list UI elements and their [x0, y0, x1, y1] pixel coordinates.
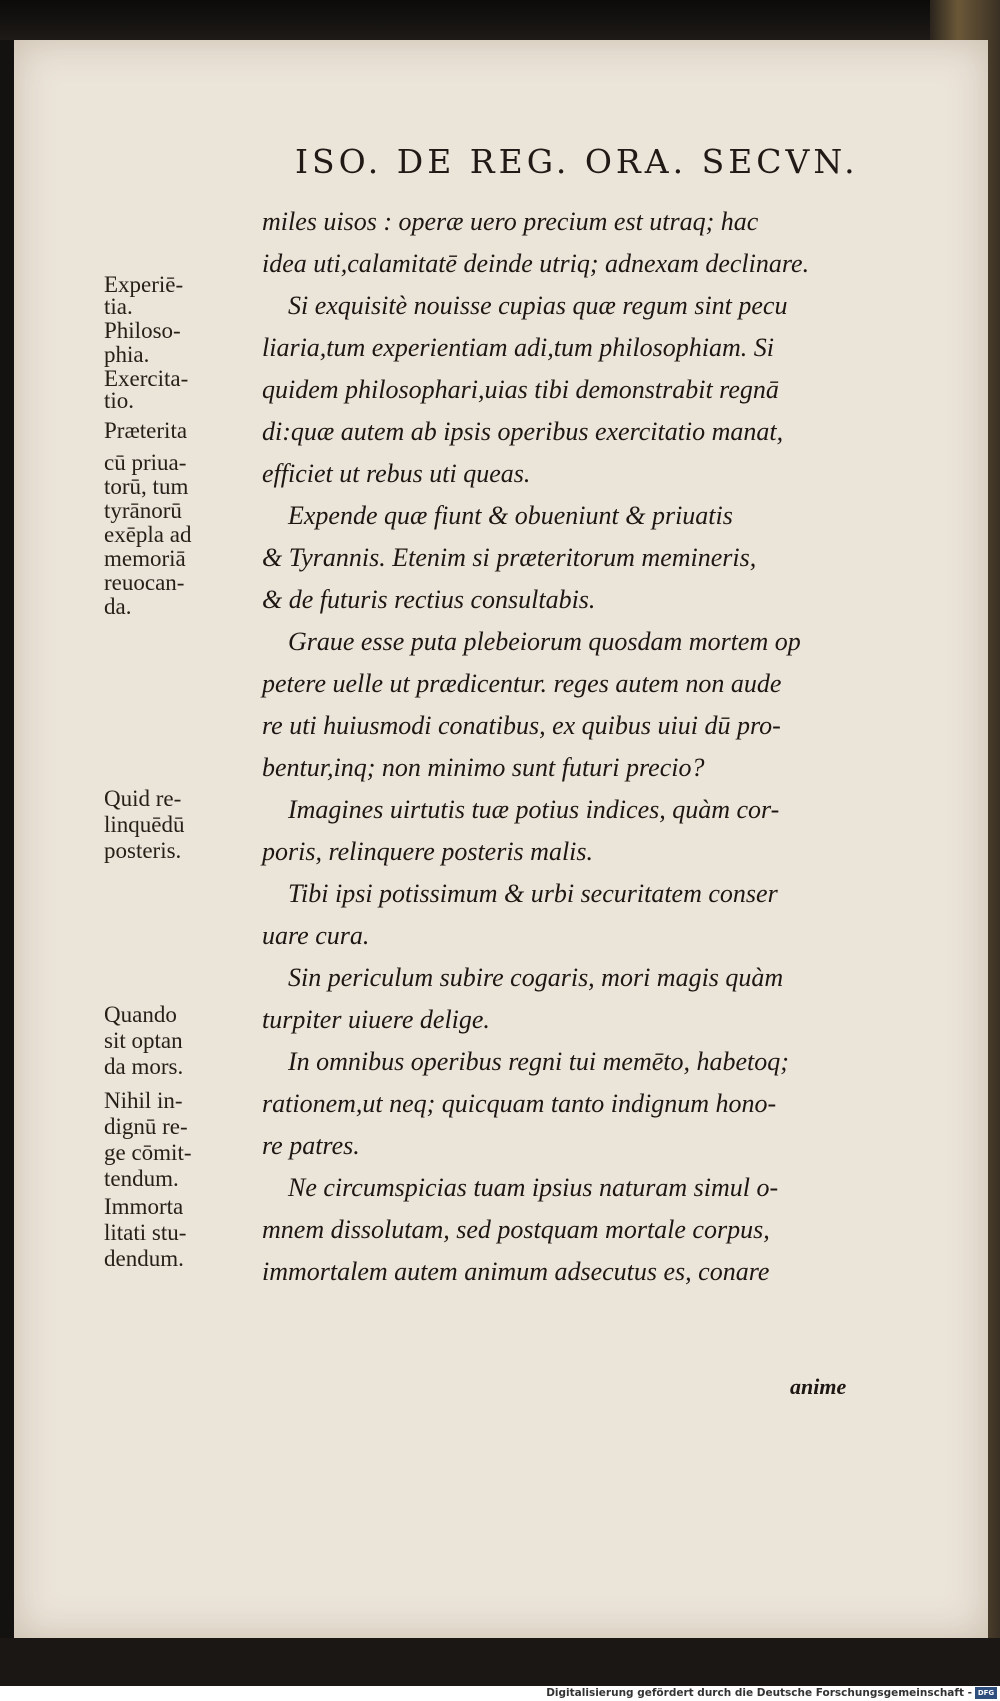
- text-line: Si exquisitè nouisse cupias quæ regum sint pecu: [288, 291, 788, 320]
- margin-note-line: dignū re-: [104, 1114, 188, 1139]
- margin-note-line: phia.: [104, 342, 150, 367]
- margin-note-line: posteris.: [104, 838, 182, 863]
- text-line: In omnibus operibus regni tui memēto, habetoq;: [288, 1047, 789, 1076]
- text-line: Graue esse puta plebeiorum quosdam mortem op: [288, 627, 801, 656]
- margin-note-line: reuocan-: [104, 570, 185, 595]
- margin-note-line: sit optan: [104, 1028, 183, 1053]
- margin-note-line: Immorta: [104, 1194, 184, 1219]
- scan-top-border: [0, 0, 1000, 40]
- text-line: mnem dissolutam, sed postquam mortale corpus,: [262, 1215, 770, 1244]
- footer-credit: Digitalisierung gefördert durch die Deutsche Forschungsgemeinschaft -: [546, 1687, 972, 1699]
- text-line: Expende quæ fiunt & obueniunt & priuatis: [288, 501, 733, 530]
- text-line: di:quæ autem ab ipsis operibus exercitatio manat,: [262, 417, 784, 446]
- text-line: re uti huiusmodi conatibus, ex quibus uiui dū pro-: [262, 711, 781, 740]
- text-line: & de futuris rectius consultabis.: [262, 585, 596, 614]
- margin-note-line: exēpla ad: [104, 522, 192, 547]
- margin-note-line: Exercita-: [104, 366, 189, 391]
- text-line: efficiet ut rebus uti queas.: [262, 459, 531, 488]
- margin-note-line: Nihil in-: [104, 1088, 183, 1113]
- text-line: rationem,ut neq; quicquam tanto indignum hono-: [262, 1089, 777, 1118]
- text-line: Tibi ipsi potissimum & urbi securitatem conser: [288, 879, 778, 908]
- margin-note-line: ge cōmit-: [104, 1140, 192, 1165]
- text-line: uare cura.: [262, 921, 370, 950]
- margin-note-line: tendum.: [104, 1166, 179, 1191]
- text-line: quidem philosophari,uias tibi demonstrabit regnā: [262, 375, 779, 404]
- text-line: turpiter uiuere delige.: [262, 1005, 490, 1034]
- text-line: idea uti,calamitatē deinde utriq; adnexam declinare.: [262, 249, 810, 278]
- margin-note-line: da.: [104, 594, 132, 619]
- margin-note-line: da mors.: [104, 1054, 184, 1079]
- margin-note-line: torū, tum: [104, 474, 189, 499]
- text-line: & Tyrannis. Etenim si præteritorum memineris,: [262, 543, 757, 572]
- scan-bottom-border: [0, 1638, 1000, 1686]
- running-header: ISO. DE REG. ORA. SECVN.: [295, 142, 859, 181]
- margin-note-line: tia.: [104, 294, 133, 319]
- margin-note-line: Experiē-: [104, 272, 184, 297]
- margin-note-line: tyrānorū: [104, 498, 182, 523]
- text-line: bentur,inq; non minimo sunt futuri precio?: [262, 753, 705, 782]
- margin-note-line: Philoso-: [104, 318, 181, 343]
- text-line: immortalem autem animum adsecutus es, conare: [262, 1257, 770, 1286]
- margin-note-line: litati stu-: [104, 1220, 187, 1245]
- margin-note-line: cū priua-: [104, 450, 187, 475]
- text-line: petere uelle ut prædicentur. reges autem non aude: [262, 669, 782, 698]
- margin-note-line: linquēdū: [104, 812, 185, 837]
- text-line: liaria,tum experientiam adi,tum philosophiam. Si: [262, 333, 775, 362]
- dfg-logo-icon: DFG: [975, 1687, 997, 1699]
- digitization-footer: [0, 1686, 1000, 1701]
- text-line: Imagines uirtutis tuæ potius indices, quàm cor-: [288, 795, 780, 824]
- text-line: Sin periculum subire cogaris, mori magis quàm: [288, 963, 784, 992]
- margin-note-line: Præterita: [104, 418, 188, 443]
- text-line: Ne circumspicias tuam ipsius naturam simul o-: [288, 1173, 779, 1202]
- margin-note-line: Quando: [104, 1002, 177, 1027]
- margin-note-line: memoriā: [104, 546, 186, 571]
- catchword: anime: [790, 1374, 847, 1399]
- margin-note-line: tio.: [104, 388, 135, 413]
- margin-note-line: Quid re-: [104, 786, 182, 811]
- text-line: miles uisos : operæ uero precium est utraq; hac: [262, 207, 759, 236]
- margin-note-line: dendum.: [104, 1246, 184, 1271]
- text-line: re patres.: [262, 1131, 360, 1160]
- text-line: poris, relinquere posteris malis.: [262, 837, 594, 866]
